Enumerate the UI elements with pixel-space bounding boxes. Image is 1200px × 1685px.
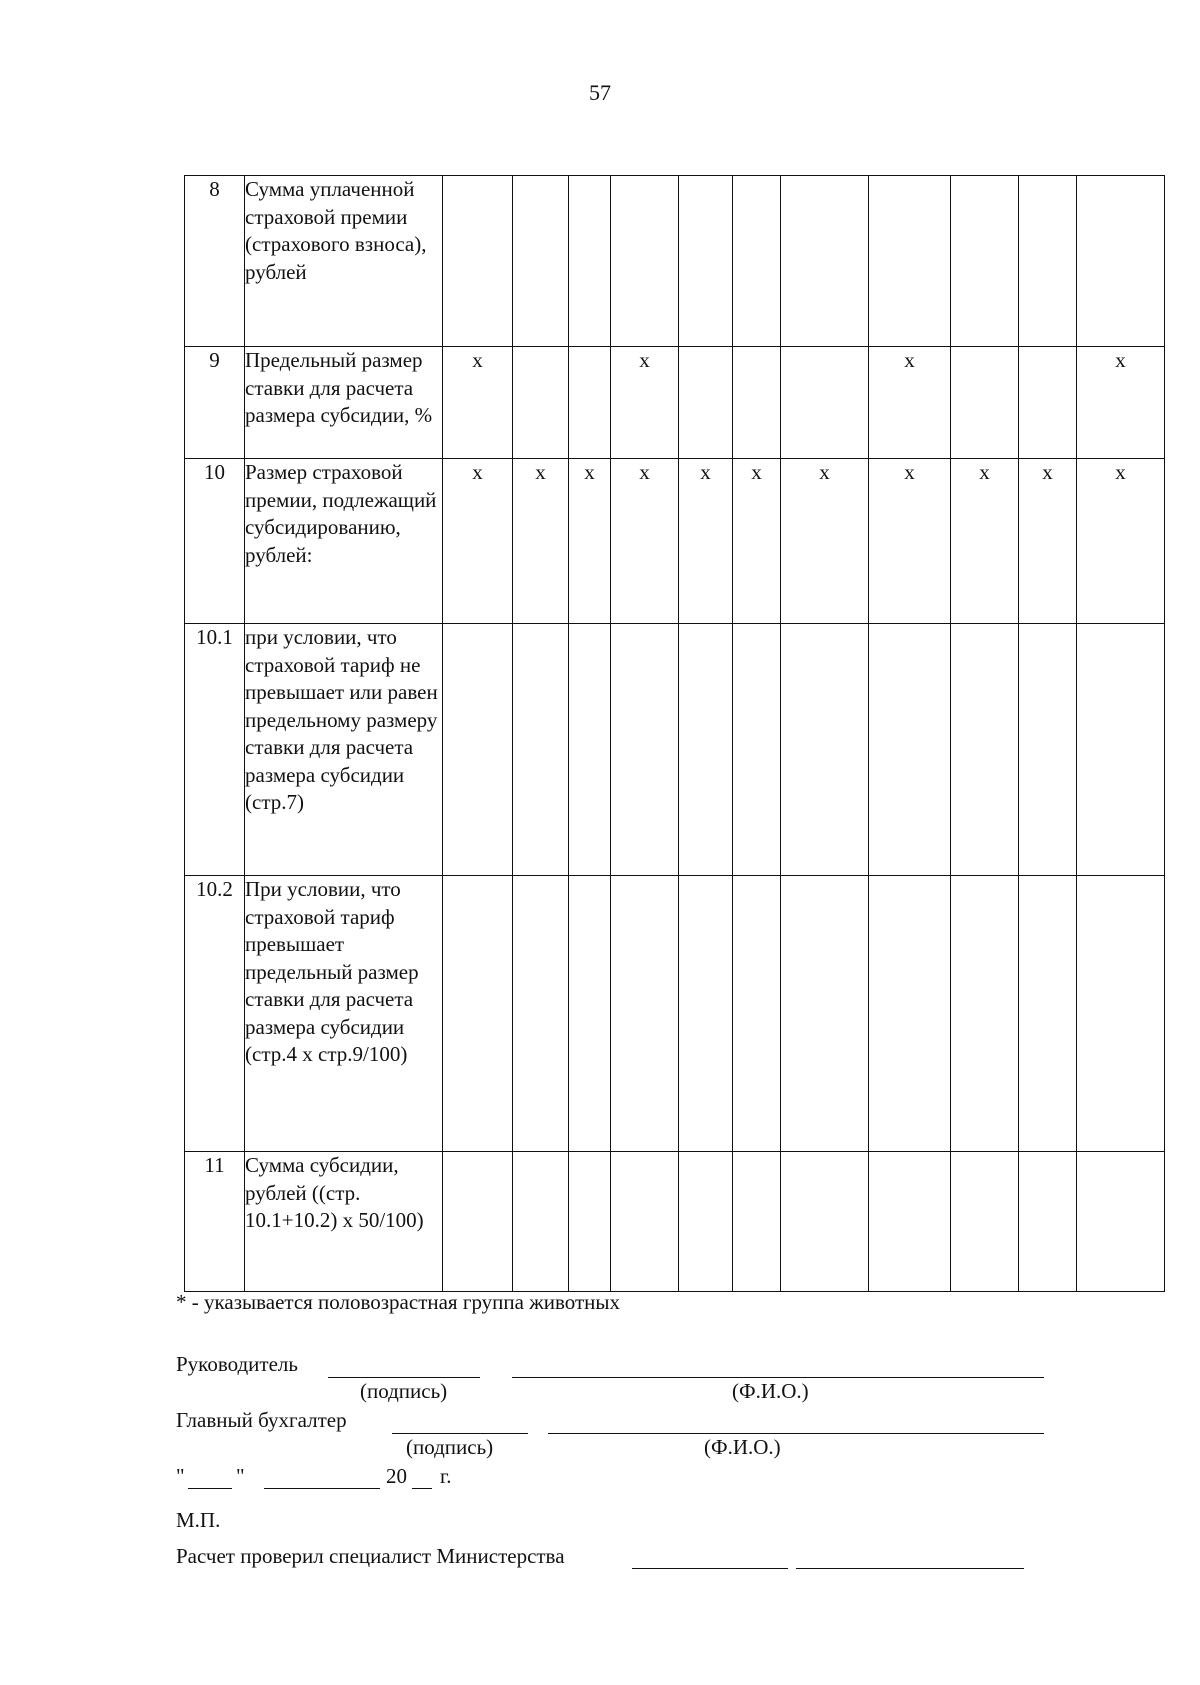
checked-by-name-line bbox=[796, 1568, 1024, 1569]
table-cell bbox=[513, 347, 569, 459]
row-number: 10.2 bbox=[185, 876, 245, 1152]
table-cell bbox=[611, 176, 679, 347]
table-cell bbox=[513, 1152, 569, 1292]
table-cell: х bbox=[1019, 459, 1077, 624]
row-label: Предельный размер ставки для расчета размера субсидии, % bbox=[245, 347, 443, 459]
table-row bbox=[185, 1152, 1165, 1292]
table-cell bbox=[1077, 624, 1165, 876]
table-cell bbox=[781, 876, 869, 1152]
row-number: 11 bbox=[185, 1152, 245, 1292]
table-cell: х bbox=[781, 459, 869, 624]
table-cell bbox=[569, 624, 611, 876]
row-number: 9 bbox=[185, 347, 245, 459]
table-cell: х bbox=[1077, 347, 1165, 459]
table-row bbox=[185, 459, 1165, 624]
head-name-caption: (Ф.И.О.) bbox=[732, 1379, 809, 1403]
table-cell bbox=[569, 347, 611, 459]
row-label: Размер страховой премии, подлежащий субсидированию, рублей: bbox=[245, 459, 443, 624]
table-cell: х bbox=[733, 459, 781, 624]
date-quote-open: " bbox=[176, 1464, 185, 1488]
table-cell bbox=[733, 347, 781, 459]
table-row bbox=[185, 624, 1165, 876]
table-row bbox=[185, 176, 1165, 347]
table-cell bbox=[679, 624, 733, 876]
table-cell bbox=[569, 1152, 611, 1292]
table-cell bbox=[679, 347, 733, 459]
table-cell bbox=[443, 624, 513, 876]
table-cell bbox=[1077, 1152, 1165, 1292]
row-number: 10 bbox=[185, 459, 245, 624]
table-cell: х bbox=[569, 459, 611, 624]
table-cell: х bbox=[869, 347, 951, 459]
table-cell: х bbox=[951, 459, 1019, 624]
accountant-name-line bbox=[548, 1433, 1044, 1434]
date-month-line bbox=[264, 1488, 380, 1489]
table-cell bbox=[569, 876, 611, 1152]
table-cell bbox=[513, 624, 569, 876]
table-cell bbox=[513, 176, 569, 347]
table-row bbox=[185, 876, 1165, 1152]
table-cell bbox=[611, 876, 679, 1152]
table-cell bbox=[869, 876, 951, 1152]
table-cell: х bbox=[443, 459, 513, 624]
page-number: 57 bbox=[589, 80, 611, 105]
table-cell bbox=[733, 876, 781, 1152]
table-cell bbox=[951, 624, 1019, 876]
table-cell bbox=[611, 1152, 679, 1292]
table-cell bbox=[611, 624, 679, 876]
table-cell bbox=[513, 876, 569, 1152]
table-cell bbox=[781, 624, 869, 876]
table-cell bbox=[733, 176, 781, 347]
row-number: 10.1 bbox=[185, 624, 245, 876]
table-cell bbox=[781, 347, 869, 459]
table-cell bbox=[869, 624, 951, 876]
accountant-name-caption: (Ф.И.О.) bbox=[704, 1435, 781, 1459]
table-cell bbox=[951, 876, 1019, 1152]
table-cell bbox=[869, 176, 951, 347]
accountant-signature-caption: (подпись) bbox=[406, 1435, 494, 1459]
checked-by-label: Расчет проверил специалист Министерства bbox=[176, 1544, 565, 1568]
row-label: при условии, что страховой тариф не превышает или равен предельному размеру ставки для расчета размера субсидии (стр.7) bbox=[245, 624, 443, 876]
row-label: Сумма уплаченной страховой премии (страхового взноса), рублей bbox=[245, 176, 443, 347]
checked-by-signature-line bbox=[632, 1568, 788, 1569]
table-cell bbox=[1019, 624, 1077, 876]
table-cell bbox=[951, 176, 1019, 347]
head-label: Руководитель bbox=[176, 1352, 298, 1376]
row-label: Сумма субсидии, рублей ((стр. 10.1+10.2) х 50/100) bbox=[245, 1152, 443, 1292]
table-cell bbox=[679, 1152, 733, 1292]
table-cell bbox=[443, 176, 513, 347]
date-quote-close: " bbox=[236, 1464, 245, 1488]
date-suffix: г. bbox=[440, 1464, 452, 1488]
table-cell bbox=[951, 347, 1019, 459]
table-cell bbox=[1019, 347, 1077, 459]
table-cell bbox=[1019, 876, 1077, 1152]
table-cell bbox=[951, 1152, 1019, 1292]
head-name-line bbox=[512, 1377, 1044, 1378]
date-year-line bbox=[412, 1488, 432, 1489]
table-cell bbox=[569, 176, 611, 347]
table-cell bbox=[1077, 176, 1165, 347]
table-cell: х bbox=[1077, 459, 1165, 624]
row-label: При условии, что страховой тариф превышает предельный размер ставки для расчета размера субсидии (стр.4 х стр.9/100) bbox=[245, 876, 443, 1152]
table-row bbox=[185, 347, 1165, 459]
table-cell bbox=[1077, 876, 1165, 1152]
table-cell: х bbox=[443, 347, 513, 459]
table-cell bbox=[679, 176, 733, 347]
chief-accountant-label: Главный бухгалтер bbox=[176, 1408, 347, 1432]
accountant-signature-line bbox=[392, 1433, 528, 1434]
table-cell: х bbox=[611, 459, 679, 624]
table-cell bbox=[781, 176, 869, 347]
table-cell: х bbox=[869, 459, 951, 624]
table-cell bbox=[781, 1152, 869, 1292]
table-cell bbox=[679, 876, 733, 1152]
table-cell bbox=[1019, 176, 1077, 347]
table-cell bbox=[733, 1152, 781, 1292]
date-year: 20 bbox=[386, 1464, 407, 1488]
table-cell: х bbox=[679, 459, 733, 624]
row-number: 8 bbox=[185, 176, 245, 347]
date-day-line bbox=[188, 1488, 232, 1489]
table-cell bbox=[443, 876, 513, 1152]
table-cell: х bbox=[611, 347, 679, 459]
head-signature-line bbox=[328, 1377, 480, 1378]
table-cell bbox=[869, 1152, 951, 1292]
table-cell bbox=[443, 1152, 513, 1292]
subsidy-calculation-table bbox=[184, 175, 1165, 1292]
stamp-label: М.П. bbox=[176, 1508, 221, 1532]
table-cell bbox=[1019, 1152, 1077, 1292]
head-signature-caption: (подпись) bbox=[360, 1379, 448, 1403]
footnote: * - указывается половозрастная группа животных bbox=[176, 1290, 620, 1314]
table-cell: х bbox=[513, 459, 569, 624]
table-cell bbox=[733, 624, 781, 876]
